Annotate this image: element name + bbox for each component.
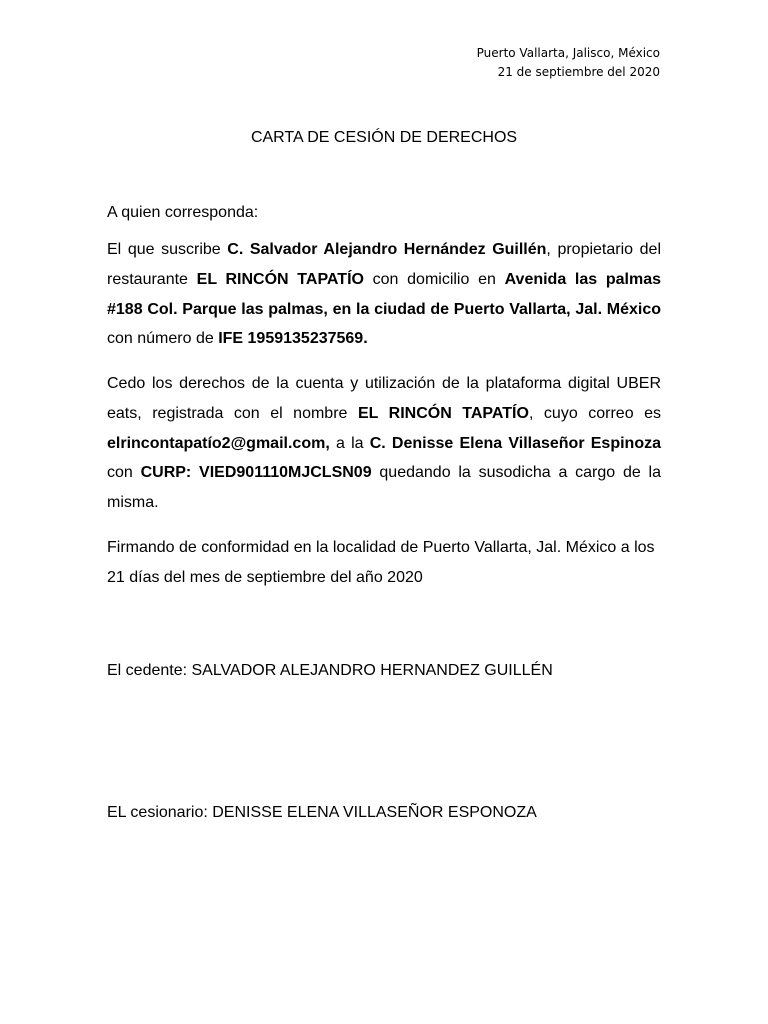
p2-text-4: con: [107, 464, 141, 482]
p1-ife-number: IFE 1959135237569.: [218, 330, 368, 348]
p1-address: Avenida las palmas #188 Col. Parque las palmas, en la ciudad de Puerto Vallarta, Jal. México: [107, 270, 661, 318]
p2-text-1: Cedo los derechos de la cuenta y utilización de la plataforma digital UBER eats, registrada con el nombre: [107, 375, 661, 422]
salutation: A quien corresponda:: [107, 204, 259, 221]
p2-text-5: quedando la susodicha a cargo de la misma.: [107, 464, 662, 512]
header-place: Puerto Vallarta, Jalisco, México: [476, 46, 660, 60]
paragraph-conformity: Firmando de conformidad en la localidad de Puerto Vallarta, Jal. México a los 21 días del mes de septiembre del año 2020: [107, 539, 655, 586]
header-date: 21 de septiembre del 2020: [497, 65, 660, 79]
signature-cesionario: EL cesionario: DENISSE ELENA VILLASEÑOR ESPONOZA: [107, 804, 537, 821]
p1-text-2: , propietario del restaurante: [107, 241, 661, 288]
signature-cedente: El cedente: SALVADOR ALEJANDRO HERNANDEZ GUILLÉN: [107, 662, 553, 679]
p1-text-4: con número de: [107, 330, 219, 348]
p2-text-3: a la: [329, 434, 370, 452]
p1-restaurant-name: EL RINCÓN TAPATÍO: [196, 270, 364, 288]
p1-text-3: con domicilio en: [363, 270, 505, 288]
p2-curp: CURP: VIED901110MJCLSN09: [140, 464, 372, 482]
p2-recipient-name: C. Denisse Elena Villaseñor Espinoza: [369, 434, 661, 452]
p2-account-name: EL RINCÓN TAPATÍO: [357, 404, 529, 422]
p1-owner-name: C. Salvador Alejandro Hernández Guillén: [227, 241, 547, 258]
p2-email: elrincontapatío2@gmail.com,: [107, 434, 330, 452]
p1-text-1: El que suscribe: [107, 241, 228, 258]
document-title: CARTA DE CESIÓN DE DERECHOS: [250, 129, 518, 146]
paragraph-rights-transfer: [107, 369, 661, 518]
header-place-date: [477, 44, 660, 82]
paragraph-owner-info: [107, 235, 661, 354]
p2-text-2: , cuyo correo es: [528, 404, 662, 422]
